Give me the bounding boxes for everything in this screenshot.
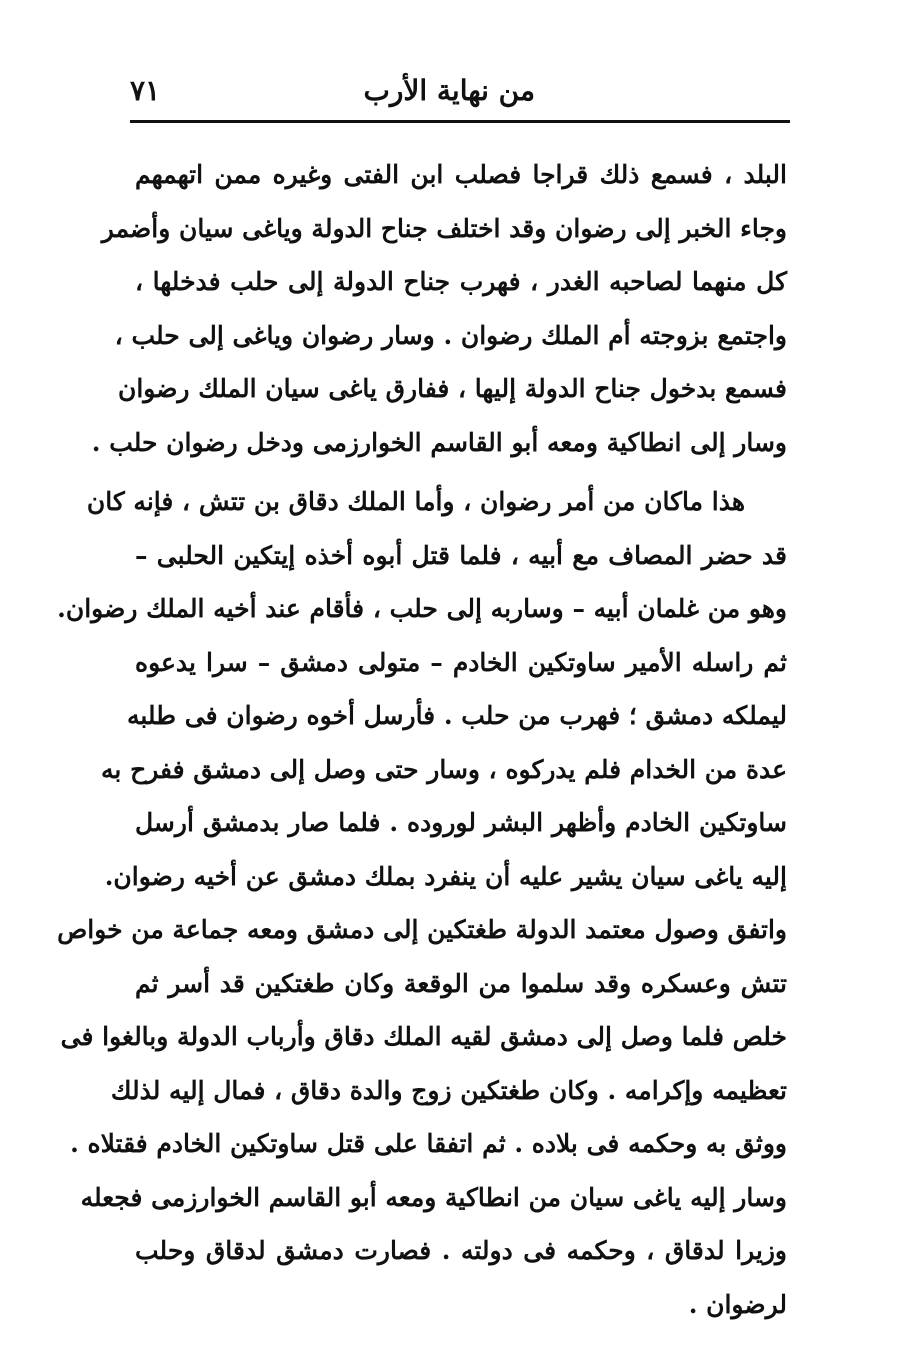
running-title: من نهاية الأرب — [363, 74, 535, 107]
text-line: وهو من غلمان أبيه – وساربه إلى حلب ، فأقام عند أخيه الملك رضوان. — [57, 594, 787, 623]
text-line: ثم راسله الأمير ساوتكين الخادم – متولى دمشق – سرا يدعوه — [135, 647, 787, 677]
text-line: واتفق وصول معتمد الدولة طغتكين إلى دمشق ومعه جماعة من خواص — [57, 915, 787, 944]
text-line: ساوتكين الخادم وأظهر البشر لوروده . فلما صار بدمشق أرسل — [135, 808, 787, 837]
text-line: كل منهما لصاحبه الغدر ، فهرب جناح الدولة إلى حلب فدخلها ، — [135, 267, 787, 296]
text-line: لرضوان . — [688, 1289, 787, 1319]
text-line: تتش وعسكره وقد سلموا من الوقعة وكان طغتكين قد أسر ثم — [135, 968, 787, 998]
text-line: عدة من الخدام فلم يدركوه ، وسار حتى وصل إلى دمشق ففرح به — [101, 754, 787, 784]
text-line: وجاء الخبر إلى رضوان وقد اختلف جناح الدولة وياغى سيان وأضمر — [101, 213, 787, 243]
text-line: هذا ماكان من أمر رضوان ، وأما الملك دقاق بن تتش ، فإنه كان — [86, 487, 745, 516]
text-line: فسمع بدخول جناح الدولة إليها ، ففارق ياغى سيان الملك رضوان — [117, 374, 787, 403]
text-line: خلص فلما وصل إلى دمشق لقيه الملك دقاق وأرباب الدولة وبالغوا فى — [60, 1022, 787, 1051]
text-line: ووثق به وحكمه فى بلاده . ثم اتفقا على قتل ساوتكين الخادم فقتلاه . — [70, 1129, 787, 1158]
text-line: البلد ، فسمع ذلك قراجا فصلب ابن الفتى وغيره ممن اتهمهم — [135, 160, 787, 189]
page-number: ٧١ — [130, 74, 161, 107]
header-rule — [130, 120, 790, 123]
text-line: وزيرا لدقاق ، وحكمه فى دولته . فصارت دمشق لدقاق وحلب — [135, 1236, 787, 1265]
text-line: تعظيمه وإكرامه . وكان طغتكين زوج والدة دقاق ، فمال إليه لذلك — [110, 1075, 787, 1105]
text-line: قد حضر المصاف مع أبيه ، فلما قتل أبوه أخذه إيتكين الحلبى – — [135, 540, 787, 570]
text-line: وسار إلى انطاكية ومعه أبو القاسم الخوارزمى ودخل رضوان حلب . — [91, 427, 787, 457]
text-line: إليه ياغى سيان يشير عليه أن ينفرد بملك دمشق عن أخيه رضوان. — [104, 861, 787, 891]
body-text — [57, 148, 787, 1331]
text-line: وسار إليه ياغى سيان من انطاكية ومعه أبو القاسم الخوارزمى فجعله — [80, 1182, 787, 1212]
text-line: ليملكه دمشق ؛ فهرب من حلب . فأرسل أخوه رضوان فى طلبه — [126, 701, 787, 730]
page-header — [130, 70, 790, 120]
text-line: واجتمع بزوجته أم الملك رضوان . وسار رضوان وياغى إلى حلب ، — [114, 320, 787, 350]
